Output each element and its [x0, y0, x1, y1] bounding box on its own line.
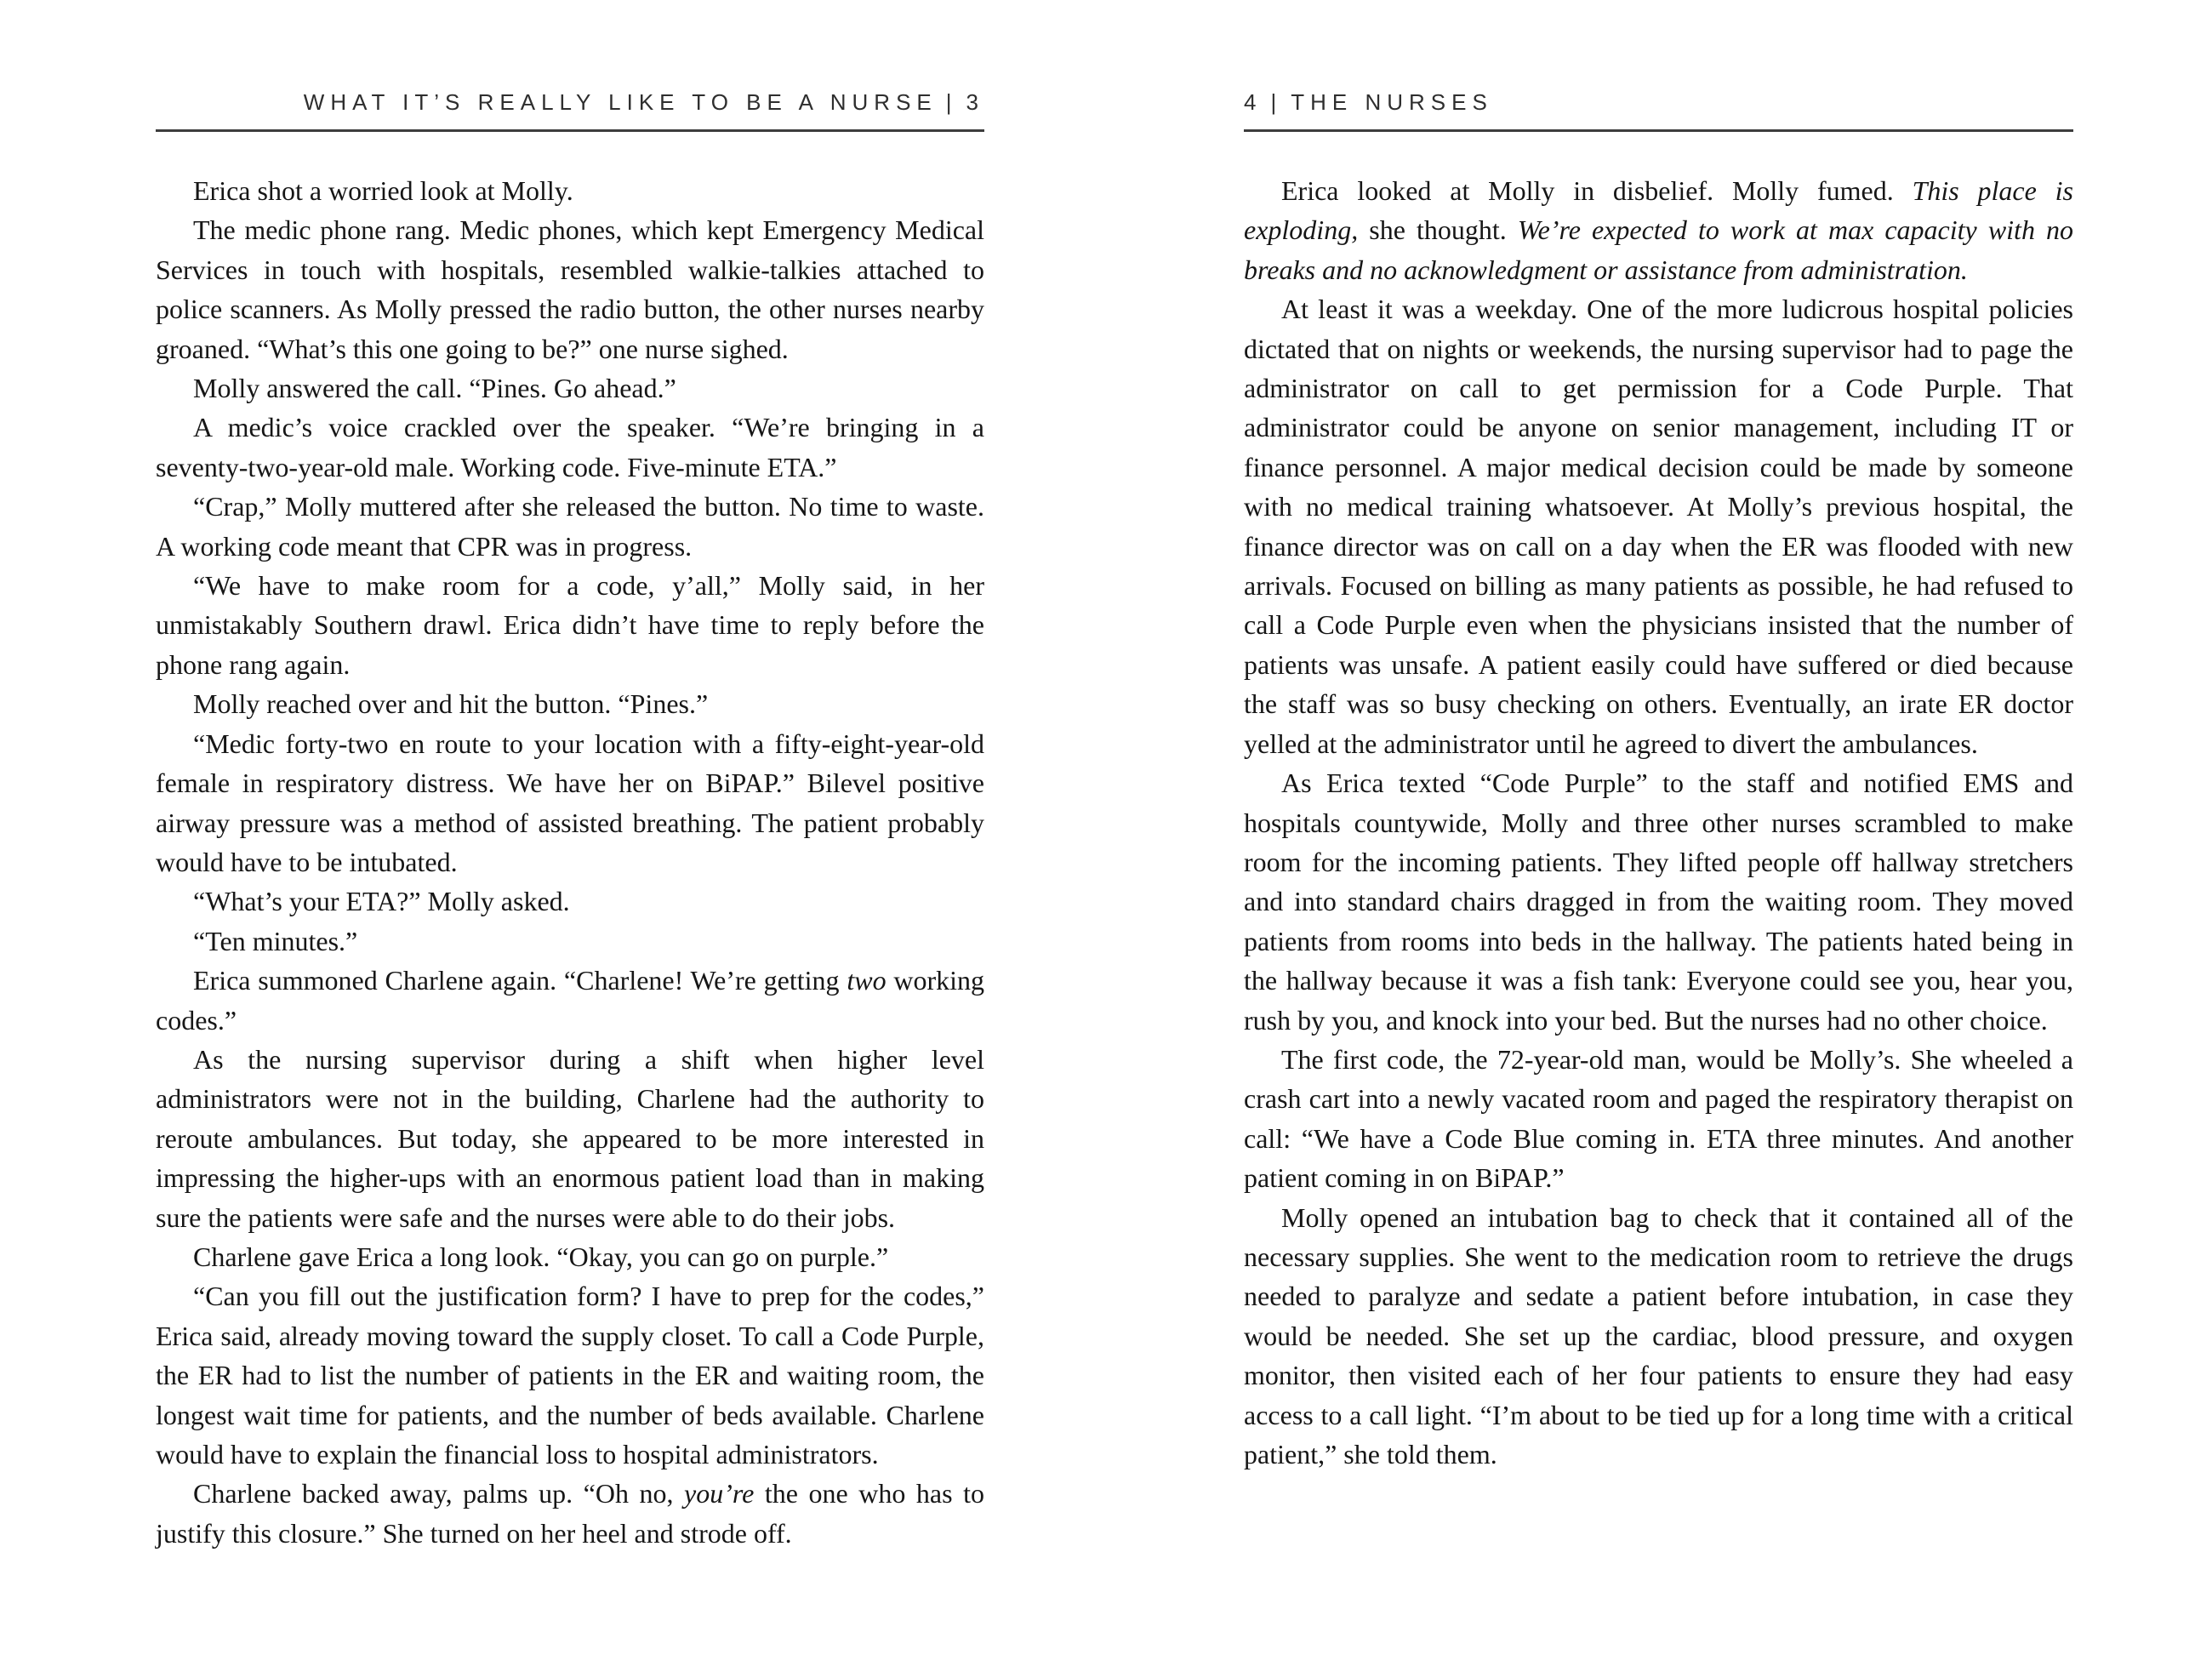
paragraph: As Erica texted “Code Purple” to the staff and notified EMS and hospitals countywide, Molly and three other nurses scrambled to make room for the incoming patients. They lifted people off hallway stretchers and into standard chairs dragged in from the waiting room. They moved patients from rooms into beds in the hallway. The patients hated being in the hallway because it was a fish tank: Everyone could see you, hear you, rush by you, and knock into your bed. But the nurses had no other choice. — [1244, 768, 2073, 1036]
right-header-divider: | — [1270, 89, 1283, 115]
emphasis-text: you’re — [684, 1478, 755, 1509]
paragraph: Erica summoned Charlene again. “Charlene! We’re getting two working codes.” — [156, 965, 985, 1036]
paragraph: Molly opened an intubation bag to check that it contained all of the necessary supplies. She went to the medication room to retrieve the drugs needed to paralyze and sedate a patient before intubation, in case they would be needed. She set up the cardiac, blood pressure, and oxygen monitor, then visited each of her four patients to ensure they had easy access to a call light. “I’m about to be tied up for a long time with a critical patient,” she told them. — [1244, 1201, 2073, 1469]
right-running-title: THE NURSES — [1291, 89, 1493, 115]
right-page-body — [1244, 171, 2073, 1474]
left-page — [156, 89, 984, 1553]
left-page-body — [156, 171, 984, 1553]
paragraph: “We have to make room for a code, y’all,” Molly said, in her unmistakably Southern drawl. Erica didn’t have time to reply before the phone rang again. — [156, 570, 984, 680]
paragraph: “Crap,” Molly muttered after she released the button. No time to waste. A working code meant that CPR was in progress. — [156, 491, 984, 562]
paragraph: Charlene gave Erica a long look. “Okay, you can go on purple.” — [193, 1241, 889, 1272]
right-header-rule — [1244, 129, 2073, 132]
emphasis-text: We’re expected to work at max capacity with no breaks and no acknowledgment or assistance from administration. — [1244, 214, 2074, 285]
left-header-rule — [156, 129, 984, 132]
paragraph: “Ten minutes.” — [193, 925, 358, 956]
paragraph: Charlene backed away, palms up. “Oh no, you’re the one who has to justify this closure.” She turned on her heel and strode off. — [156, 1478, 985, 1549]
paragraph: Molly answered the call. “Pines. Go ahead.” — [193, 373, 676, 404]
emphasis-text: This place is exploding, — [1244, 175, 2074, 246]
right-page-number: 4 — [1244, 89, 1263, 115]
left-header-divider: | — [945, 89, 958, 115]
right-page — [1244, 89, 2073, 1474]
emphasis-text: two — [847, 965, 887, 996]
left-page-number: 3 — [966, 89, 984, 115]
paragraph: The first code, the 72-year-old man, would be Molly’s. She wheeled a crash cart into a newly vacated room and paged the respiratory therapist on call: “We have a Code Blue coming in. ETA three minutes. And another patient coming in on BiPAP.” — [1244, 1043, 2073, 1194]
paragraph: A medic’s voice crackled over the speaker. “We’re bringing in a seventy-two-year-old male. Working code. Five-minute ETA.” — [156, 412, 984, 482]
paragraph: “Can you fill out the justification form? I have to prep for the codes,” Erica said, already moving toward the supply closet. To call a Code Purple, the ER had to list the number of patients in the ER and waiting room, the longest wait time for patients, and the number of beds available. Charlene would have to explain the financial loss to hospital administrators. — [156, 1281, 984, 1469]
left-running-title: WHAT IT’S REALLY LIKE TO BE A NURSE — [303, 89, 938, 115]
paragraph: Molly reached over and hit the button. “Pines.” — [193, 688, 709, 720]
paragraph: Erica looked at Molly in disbelief. Molly fumed. This place is exploding, she thought. We’re expected to work at max capacity with no breaks and no acknowledgment or assistance from administration. — [1244, 175, 2074, 285]
paragraph: The medic phone rang. Medic phones, which kept Emergency Medical Services in touch with hospitals, resembled walkie-talkies attached to police scanners. As Molly pressed the radio button, the other nurses nearby groaned. “What’s this one going to be?” one nurse sighed. — [156, 214, 984, 364]
paragraph: “Medic forty-two en route to your location with a fifty-eight-year-old female in respiratory distress. We have her on BiPAP.” Bilevel positive airway pressure was a method of assisted breathing. The patient probably would have to be intubated. — [156, 728, 984, 877]
right-page-running-header — [1244, 89, 2073, 115]
paragraph: Erica shot a worried look at Molly. — [193, 175, 573, 206]
paragraph: “What’s your ETA?” Molly asked. — [193, 886, 570, 917]
paragraph: As the nursing supervisor during a shift when higher level administrators were not in the building, Charlene had the authority to reroute ambulances. But today, she appeared to be more interested in impressing the higher-ups with an enormous patient load than in making sure the patients were safe and the nurses were able to do their jobs. — [156, 1043, 984, 1233]
left-page-running-header — [156, 89, 984, 115]
paragraph: At least it was a weekday. One of the more ludicrous hospital policies dictated that on nights or weekends, the nursing supervisor had to page the administrator on call to get permission for a Code Purple. That administrator could be anyone on senior management, including IT or finance personnel. A major medical decision could be made by someone with no medical training whatsoever. At Molly’s previous hospital, the finance director was on call on a day when the ER was flooded with new arrivals. Focused on billing as many patients as possible, he had refused to call a Code Purple even when the physicians insisted that the number of patients was unsafe. A patient easily could have suffered or died because the staff was so busy checking on others. Eventually, an irate ER doctor yelled at the administrator until he agreed to divert the ambulances. — [1244, 294, 2073, 759]
